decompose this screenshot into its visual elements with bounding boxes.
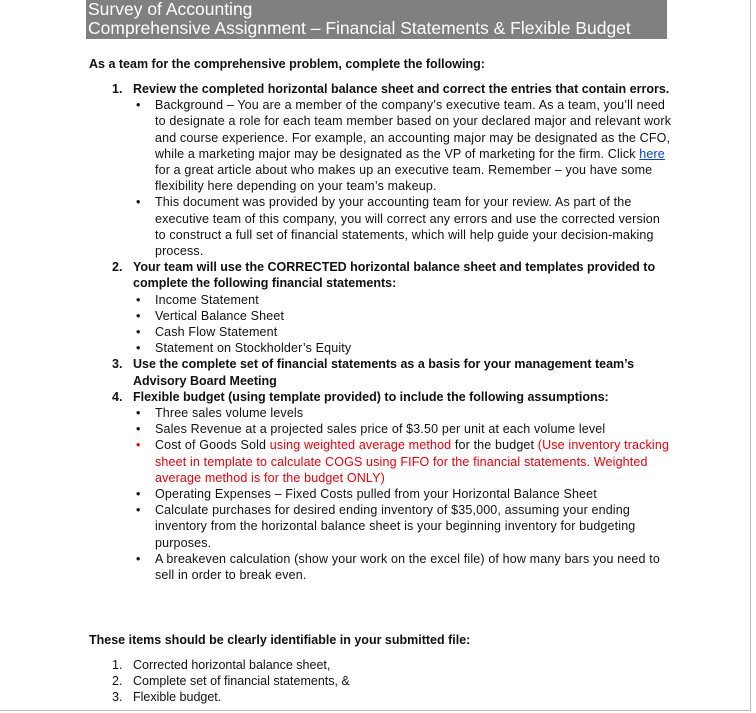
instruction-item-3 [112,356,672,388]
bullet-item [133,324,672,340]
deliverables-list [112,657,350,706]
bullet-icon: • [136,195,141,210]
course-title: Survey of Accounting [88,0,253,19]
bullet-text: This document was provided by your accounting team for your review. As part of the executive team of this company, you will correct any errors and use the corrected version to construct a full set of financial statements, which will help guide your decision-making process. [155,195,661,259]
item-number: 1. [112,82,123,96]
bullet-item [133,502,672,551]
bullet-item [133,421,672,437]
bullet-item [133,551,672,583]
page-border-right [750,0,751,711]
bullet-text: Background – You are a member of the company’s executive team. As a team, you’ll need to designate a role for each team member based on your declared major and relevant work and course experience. For example, an accounting major may be designated as the CFO, while a marketing major may be designated as the VP of marketing for the firm. Click [155,98,672,161]
bullet-item-cogs [133,437,672,486]
bullet-item [133,292,672,308]
bullet-text: Operating Expenses – Fixed Costs pulled from your Horizontal Balance Sheet [155,487,597,502]
deliverable-item [112,689,350,705]
bullet-text: Cash Flow Statement [155,325,278,340]
page-border-bottom [0,710,751,711]
item-text: Flexible budget. [133,690,222,705]
bullet-item [133,97,672,194]
item-number: 1. [112,658,123,672]
bullet-item [133,308,672,324]
bullet-text: Income Statement [155,292,259,307]
here-link[interactable]: here [639,146,665,161]
deliverable-item [112,657,350,673]
bullet-text: Statement on Stockholder’s Equity [155,341,352,356]
item-title: Your team will use the CORRECTED horizontal balance sheet and templates provided to complete the following financial statements: [133,260,656,291]
bullet-icon: • [136,438,141,453]
item-number: 2. [112,674,123,689]
item-text: Corrected horizontal balance sheet, [133,658,331,672]
highlighted-note: (Use inventory tracking sheet in template to calculate COGS using FIFO for the financial statements. Weighted average method is for the budget ONLY) [155,438,670,485]
bullet-text: Calculate purchases for desired ending inventory of $35,000, assuming your ending inventory from the horizontal balance sheet is your beginning inventory for budgeting purposes. [155,503,636,550]
bullet-text: for a great article about who makes up an executive team. Remember – you have some flexibility here depending on your team’s makeup. [155,163,653,194]
bullet-item [133,486,672,502]
item-text: Complete set of financial statements, & [133,674,350,689]
intro-text: As a team for the comprehensive problem, complete the following: [89,57,485,71]
deliverable-item [112,673,350,689]
item-title: Review the completed horizontal balance sheet and correct the entries that contain errors. [133,82,670,96]
instruction-item-2 [112,259,672,356]
bullet-text: Vertical Balance Sheet [155,308,285,323]
bullet-item [133,194,672,259]
closing-heading: These items should be clearly identifiable in your submitted file: [89,633,471,647]
item-number: 4. [112,389,123,404]
bullet-text: Cost of Goods Sold [155,438,270,453]
item-title: Use the complete set of financial statements as a basis for your management team’s Advisory Board Meeting [133,357,635,388]
bullet-icon: • [136,487,141,502]
bullet-text: for the budget [451,438,538,453]
bullet-icon: • [136,406,141,421]
bullet-icon: • [136,503,141,518]
bullet-icon: • [136,325,141,340]
instruction-item-4 [112,389,672,583]
instructions-list [112,81,672,583]
item-number: 2. [112,260,123,275]
bullet-text: A breakeven calculation (show your work on the excel file) of how many bars you need to sell in order to break even. [155,551,660,583]
assignment-title: Comprehensive Assignment – Financial Statements & Flexible Budget [88,18,631,38]
bullet-icon: • [136,98,141,113]
item-number: 3. [112,357,123,372]
bullet-text: Sales Revenue at a projected sales price of $3.50 per unit at each volume level [155,422,606,437]
bullet-item [133,405,672,421]
document-header [86,0,667,39]
bullet-icon: • [136,341,141,356]
bullet-text: Three sales volume levels [155,406,304,421]
bullet-item [133,340,672,356]
item-title: Flexible budget (using template provided) to include the following assumptions: [133,389,609,404]
item-number: 3. [112,690,123,705]
bullet-icon: • [136,292,141,307]
instruction-item-1 [112,81,672,259]
bullet-icon: • [136,422,141,437]
bullet-icon: • [136,308,141,323]
highlighted-text: using weighted average method [269,438,452,453]
bullet-icon: • [136,551,141,566]
